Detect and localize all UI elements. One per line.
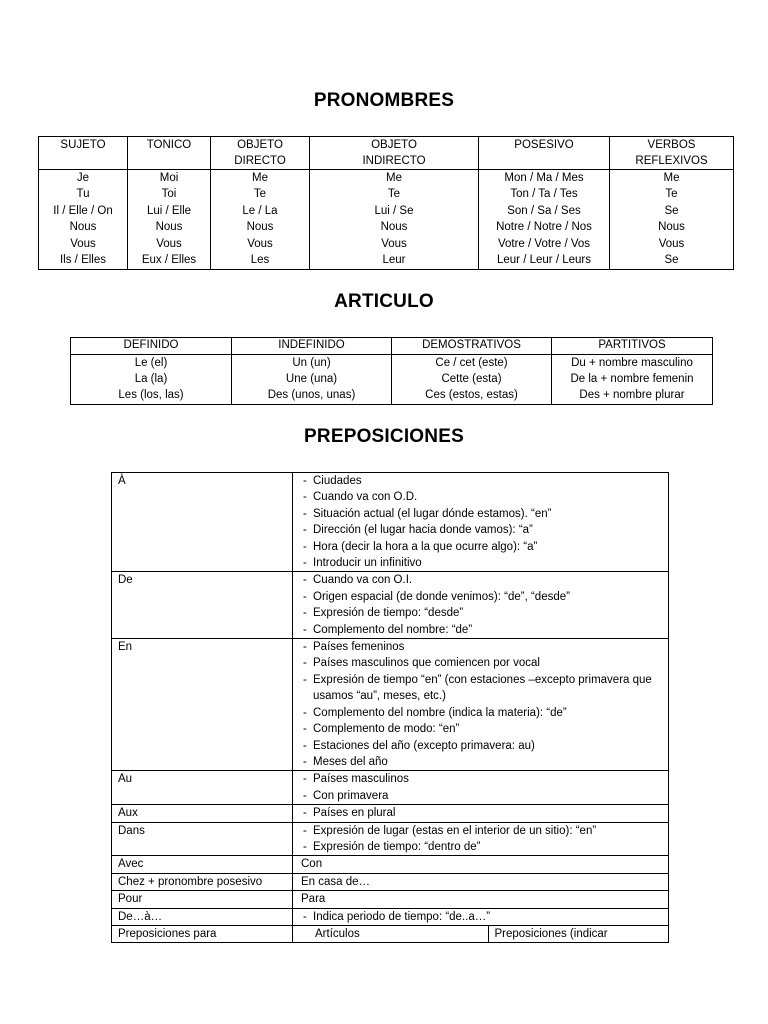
preposicion-key: Avec [112,856,293,873]
use-item: - Cuando va con O.D. [301,489,668,505]
preposicion-row [112,572,669,639]
preposicion-uses [293,473,669,572]
use-item: - Situación actual (el lugar dónde estamos). “en” [301,506,668,522]
preposicion-key: Pour [112,891,293,908]
split-left: Artículos [315,927,360,940]
pronombres-title: PRONOMBRES [313,90,455,111]
preposicion-uses [293,805,669,822]
preposicion-uses [293,639,669,771]
use-item: - Expresión de lugar (estas en el interior de un sitio): “en” [301,823,668,839]
col-verbos-reflexivos: Me Te Se Nous Vous Se [610,170,734,270]
preposicion-key: Aux [112,805,293,822]
use-text: Para [301,893,326,906]
col-tonico: Moi Toi Lui / Elle Nous Vous Eux / Elles [128,170,211,270]
articulo-body-row [71,355,713,405]
col-partitivos: Du + nombre masculino De la + nombre femenin Des + nombre plurar [552,355,713,405]
preposicion-uses [293,822,669,856]
use-item: - Introducir un infinitivo [301,555,668,571]
use-item: - Países masculinos [301,771,668,787]
preposicion-row [112,891,669,908]
preposicion-row [112,771,669,805]
preposicion-row [112,856,669,873]
uses-list [301,473,668,571]
use-item: - Complemento del nombre (indica la materia): “de” [301,705,668,721]
preposicion-row [112,473,669,572]
uses-list [301,771,668,804]
preposicion-split-cell [293,925,669,942]
use-item: - Hora (decir la hora a la que ocurre algo): “a” [301,539,668,555]
preposicion-row [112,639,669,771]
header-sujeto: SUJETO [39,137,128,170]
uses-list [301,805,668,821]
preposicion-row [112,822,669,856]
use-item: - Complemento del nombre: “de” [301,622,668,638]
use-item: - Expresión de tiempo “en” (con estaciones –excepto primavera que usamos “au”, meses, etc.) [301,672,668,705]
articulo-header-row [71,338,713,355]
preposiciones-title: PREPOSICIONES [304,426,464,447]
use-item: - Estaciones del año (excepto primavera: au) [301,738,668,754]
header-verbos-reflexivos: VERBOS REFLEXIVOS [610,137,734,170]
use-item: - Meses del año [301,754,668,770]
preposicion-key: De [112,572,293,639]
preposicion-key: Dans [112,822,293,856]
header-definido: DEFINIDO [71,338,232,355]
preposicion-uses [293,908,669,925]
use-item: - Con primavera [301,788,668,804]
preposicion-key: De…à… [112,908,293,925]
col-objeto-indirecto: Me Te Lui / Se Nous Vous Leur [310,170,479,270]
split-right: Preposiciones (indicar [488,926,669,942]
col-demostrativos: Ce / cet (este) Cette (esta) Ces (estos, estas) [392,355,552,405]
use-item: - Países femeninos [301,639,668,655]
use-item: - Indica periodo de tiempo: “de..a…” [301,909,668,925]
preposicion-key: En [112,639,293,771]
header-demostrativos: DEMOSTRATIVOS [392,338,552,355]
col-posesivo: Mon / Ma / Mes Ton / Ta / Tes Son / Sa / Ses Notre / Notre / Nos Votre / Votre / Vos Leur / Leur / Leurs [479,170,610,270]
articulo-title: ARTICULO [334,291,434,312]
use-item: - Expresión de tiempo: “dentro de” [301,839,668,855]
use-item: - Ciudades [301,473,668,489]
pronombres-header-row [39,137,734,170]
preposicion-key: Au [112,771,293,805]
preposiciones-table [111,472,669,943]
use-item: - Expresión de tiempo: “desde” [301,605,668,621]
uses-list [301,639,668,770]
preposicion-row [112,873,669,890]
use-item: - Países en plural [301,805,668,821]
col-objeto-directo: Me Te Le / La Nous Vous Les [211,170,310,270]
header-objeto-directo: OBJETO DIRECTO [211,137,310,170]
use-text: En casa de… [301,875,371,888]
col-sujeto: Je Tu Il / Elle / On Nous Vous Ils / Elles [39,170,128,270]
use-text: Con [301,858,323,871]
col-definido: Le (el) La (la) Les (los, las) [71,355,232,405]
preposicion-uses [293,771,669,805]
preposicion-uses [293,873,669,890]
uses-list [301,909,668,925]
preposicion-key: Chez + pronombre posesivo [112,873,293,890]
use-item: - Países masculinos que comiencen por vocal [301,655,668,671]
preposicion-row-last [112,925,669,942]
header-posesivo: POSESIVO [479,137,610,170]
use-item: - Cuando va con O.I. [301,572,668,588]
use-item: - Complemento de modo: “en” [301,721,668,737]
preposicion-uses [293,572,669,639]
uses-list [301,823,668,856]
preposicion-key: Preposiciones para [112,925,293,942]
header-partitivos: PARTITIVOS [552,338,713,355]
preposicion-uses [293,891,669,908]
use-item: - Origen espacial (de donde venimos): “de”, “desde” [301,589,668,605]
header-indefinido: INDEFINIDO [232,338,392,355]
preposicion-uses [293,856,669,873]
pronombres-table [38,136,734,270]
pronombres-body-row [39,170,734,270]
preposicion-row [112,805,669,822]
header-objeto-indirecto: OBJETO INDIRECTO [310,137,479,170]
use-item: - Dirección (el lugar hacia donde vamos): “a” [301,522,668,538]
header-tonico: TONICO [128,137,211,170]
col-indefinido: Un (un) Une (una) Des (unos, unas) [232,355,392,405]
articulo-table [70,337,713,405]
preposicion-key: À [112,473,293,572]
preposicion-row [112,908,669,925]
uses-list [301,572,668,638]
